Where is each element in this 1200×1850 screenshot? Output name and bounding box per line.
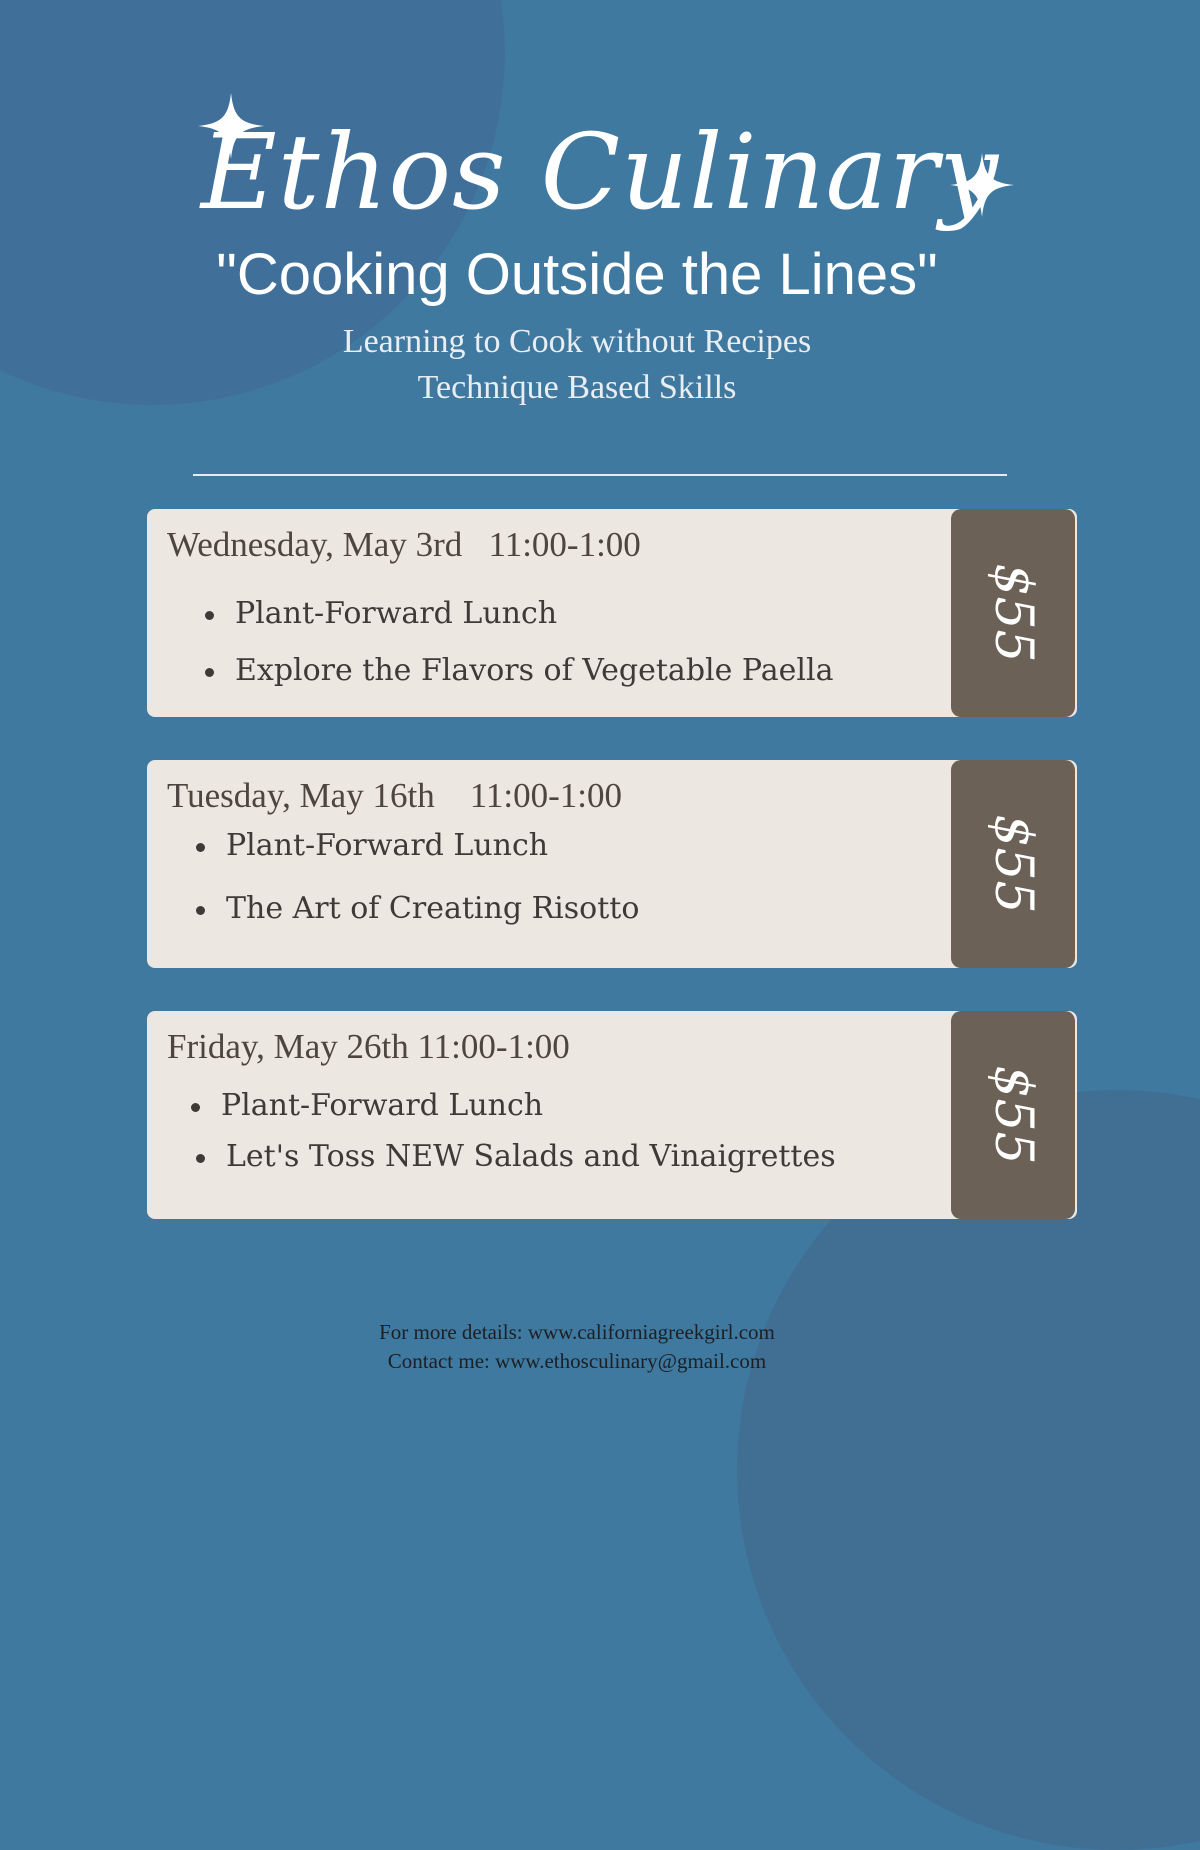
class-price: $55 [983,1065,1043,1165]
class-card [147,509,1077,717]
class-menu-item: Plant-Forward Lunch [221,1086,543,1126]
class-date-time: Wednesday, May 3rd 11:00-1:00 [167,525,641,564]
class-price: $55 [983,563,1043,663]
price-tab [951,509,1075,717]
subtitle-line: Learning to Cook without Recipes [342,323,812,360]
footer-contact: Contact me: www.ethosculinary@gmail.com [387,1349,767,1373]
class-menu-item: Plant-Forward Lunch [226,826,548,866]
class-menu-item: Plant-Forward Lunch [235,594,557,634]
class-date-time: Tuesday, May 16th 11:00-1:00 [167,776,622,815]
class-price: $55 [983,814,1043,914]
header-divider [193,474,1007,476]
class-date-time: Friday, May 26th 11:00-1:00 [167,1027,570,1066]
brand-title: Ethos Culinary [200,111,1000,233]
class-menu-item: Let's Toss NEW Salads and Vinaigrettes [226,1137,836,1177]
class-menu-item: The Art of Creating Risotto [226,889,639,929]
price-tab [951,760,1075,968]
subtitle-line: Technique Based Skills [417,369,737,406]
class-menu-item: Explore the Flavors of Vegetable Paella [235,651,833,691]
class-card [147,1011,1077,1219]
footer-details: For more details: www.californiagreekgirl.com [379,1320,775,1344]
price-tab [951,1011,1075,1219]
class-card [147,760,1077,968]
page-tagline: "Cooking Outside the Lines" [216,242,938,307]
